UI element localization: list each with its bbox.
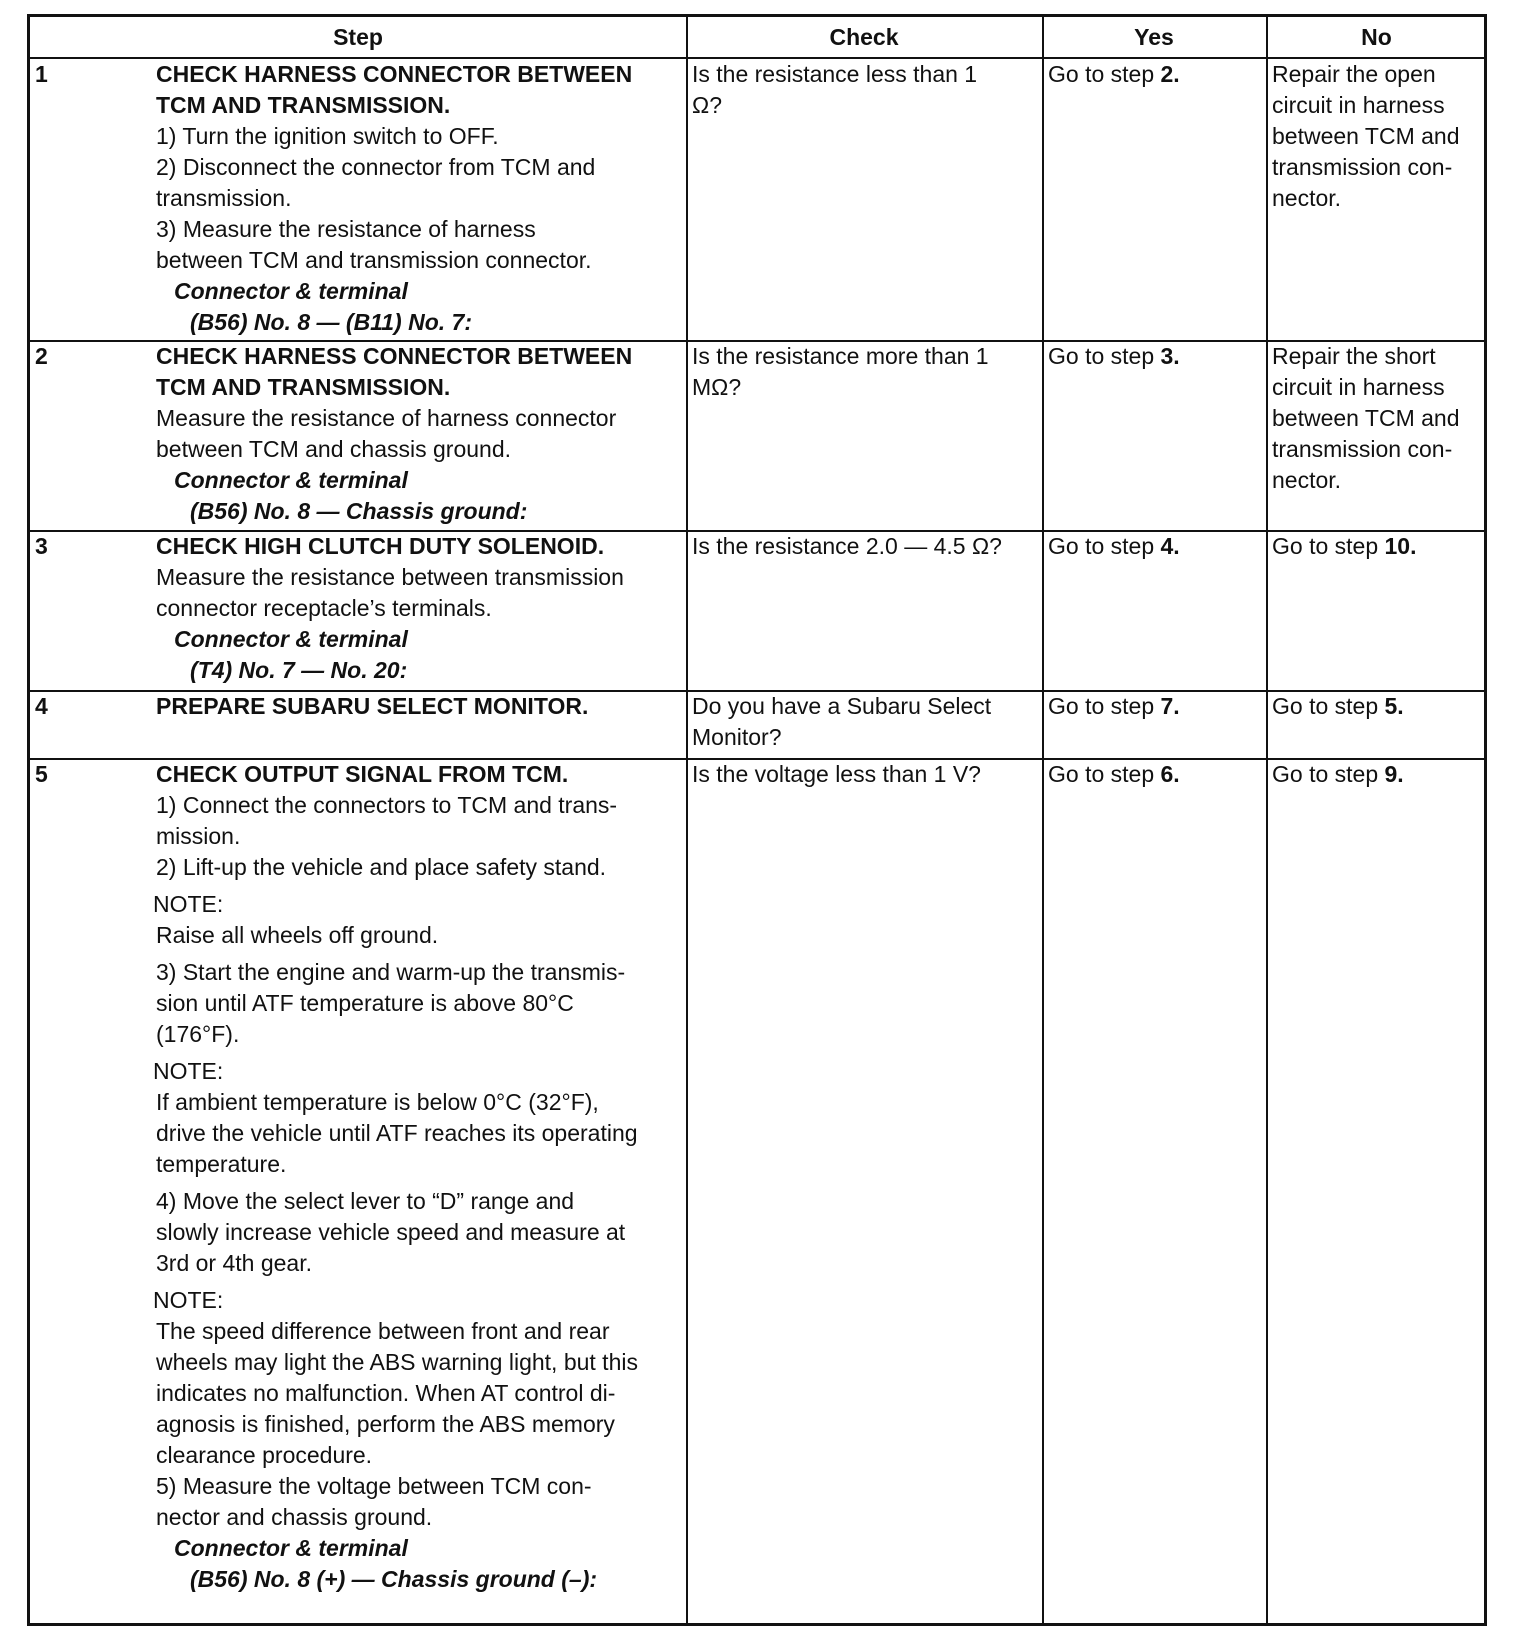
yes-action: [1048, 341, 1180, 372]
note-text: temperature.: [156, 1151, 287, 1177]
check-line: Ω?: [692, 92, 722, 118]
connector-terminal-value: (T4) No. 7 — No. 20:: [190, 657, 408, 683]
yes-step: 7.: [1160, 693, 1180, 719]
column-divider: [686, 17, 688, 1623]
instruction: slowly increase vehicle speed and measure at: [156, 1219, 626, 1245]
step-content: [156, 59, 681, 338]
no-action: [1272, 341, 1484, 496]
step-content: [156, 531, 681, 686]
instruction: 1) Connect the connectors to TCM and trans-: [156, 792, 618, 818]
note-text: Raise all wheels off ground.: [156, 922, 439, 948]
step-number: 3: [35, 533, 48, 559]
no-line: nector.: [1272, 467, 1342, 493]
step-content: [153, 759, 681, 1595]
no-action: [1272, 691, 1404, 722]
header-step: Step: [333, 24, 383, 50]
yes-prefix: Go to step: [1048, 61, 1161, 87]
connector-terminal-label: Connector & terminal: [174, 278, 408, 304]
instruction: 1) Turn the ignition switch to OFF.: [156, 123, 499, 149]
instruction: 3rd or 4th gear.: [156, 1250, 312, 1276]
no-step: 5.: [1384, 693, 1404, 719]
step-number: 1: [35, 61, 48, 87]
no-line: transmission con-: [1272, 154, 1453, 180]
no-line: Repair the short: [1272, 343, 1436, 369]
no-prefix: Go to step: [1272, 533, 1385, 559]
step-number: 2: [35, 343, 48, 369]
no-action: [1272, 59, 1484, 214]
yes-step: 2.: [1160, 61, 1180, 87]
yes-step: 4.: [1160, 533, 1180, 559]
connector-terminal-label: Connector & terminal: [174, 626, 408, 652]
step-title: CHECK HARNESS CONNECTOR BETWEEN: [156, 61, 633, 87]
note-label: NOTE:: [153, 891, 224, 917]
note-text: wheels may light the ABS warning light, but this: [156, 1349, 638, 1375]
yes-action: [1048, 531, 1180, 562]
no-action: [1272, 759, 1404, 790]
note-text: indicates no malfunction. When AT control di-: [156, 1380, 616, 1406]
check-text: [692, 691, 1037, 753]
check-text: [692, 341, 1037, 403]
no-line: circuit in harness: [1272, 374, 1445, 400]
instruction: Measure the resistance of harness connector: [156, 405, 617, 431]
connector-terminal-value: (B56) No. 8 (+) — Chassis ground (–):: [190, 1566, 598, 1592]
note-text: clearance procedure.: [156, 1442, 373, 1468]
connector-terminal-label: Connector & terminal: [174, 467, 408, 493]
no-action: [1272, 531, 1417, 562]
step-content: [156, 341, 681, 527]
yes-prefix: Go to step: [1048, 343, 1161, 369]
instruction: 3) Start the engine and warm-up the transmis-: [156, 959, 626, 985]
no-step: 9.: [1384, 761, 1404, 787]
no-prefix: Go to step: [1272, 693, 1385, 719]
instruction: 2) Disconnect the connector from TCM and: [156, 154, 596, 180]
header-check: Check: [829, 24, 899, 50]
instruction: mission.: [156, 823, 241, 849]
step-title: CHECK HIGH CLUTCH DUTY SOLENOID.: [156, 533, 605, 559]
note-text: agnosis is finished, perform the ABS memory: [156, 1411, 615, 1437]
no-line: between TCM and: [1272, 123, 1460, 149]
yes-action: [1048, 691, 1180, 722]
step-number: 5: [35, 761, 48, 787]
check-line: Is the resistance more than 1: [692, 343, 989, 369]
yes-prefix: Go to step: [1048, 761, 1161, 787]
no-step: 10.: [1384, 533, 1417, 559]
check-text: [692, 759, 1037, 790]
check-line: Is the voltage less than 1 V?: [692, 761, 981, 787]
yes-step: 3.: [1160, 343, 1180, 369]
instruction: Measure the resistance between transmission: [156, 564, 624, 590]
instruction: (176°F).: [156, 1021, 240, 1047]
check-line: MΩ?: [692, 374, 742, 400]
note-text: If ambient temperature is below 0°C (32°F),: [156, 1089, 599, 1115]
yes-action: [1048, 759, 1180, 790]
no-line: nector.: [1272, 185, 1342, 211]
connector-terminal-value: (B56) No. 8 — (B11) No. 7:: [190, 309, 472, 335]
header-yes: Yes: [1134, 24, 1174, 50]
no-line: between TCM and: [1272, 405, 1460, 431]
no-line: Repair the open: [1272, 61, 1436, 87]
step-title: TCM AND TRANSMISSION.: [156, 374, 451, 400]
connector-terminal-value: (B56) No. 8 — Chassis ground:: [190, 498, 528, 524]
instruction: nector and chassis ground.: [156, 1504, 433, 1530]
check-text: [692, 59, 1037, 121]
step-number: 4: [35, 693, 48, 719]
instruction: 2) Lift-up the vehicle and place safety stand.: [156, 854, 607, 880]
step-content: [156, 691, 681, 722]
note-label: NOTE:: [153, 1058, 224, 1084]
column-divider: [1266, 17, 1268, 1623]
instruction: between TCM and chassis ground.: [156, 436, 511, 462]
step-title: CHECK HARNESS CONNECTOR BETWEEN: [156, 343, 633, 369]
no-line: transmission con-: [1272, 436, 1453, 462]
yes-action: [1048, 59, 1180, 90]
step-title: TCM AND TRANSMISSION.: [156, 92, 451, 118]
instruction: 4) Move the select lever to “D” range and: [156, 1188, 575, 1214]
step-title: PREPARE SUBARU SELECT MONITOR.: [156, 693, 589, 719]
column-divider: [1042, 17, 1044, 1623]
note-text: drive the vehicle until ATF reaches its operating: [156, 1120, 638, 1146]
instruction: 5) Measure the voltage between TCM con-: [156, 1473, 592, 1499]
header-no: No: [1361, 24, 1392, 50]
yes-step: 6.: [1160, 761, 1180, 787]
instruction: between TCM and transmission connector.: [156, 247, 592, 273]
step-title: CHECK OUTPUT SIGNAL FROM TCM.: [156, 761, 569, 787]
note-label: NOTE:: [153, 1287, 224, 1313]
instruction: 3) Measure the resistance of harness: [156, 216, 536, 242]
check-line: Monitor?: [692, 724, 782, 750]
check-line: Do you have a Subaru Select: [692, 693, 992, 719]
instruction: sion until ATF temperature is above 80°C: [156, 990, 574, 1016]
yes-prefix: Go to step: [1048, 533, 1161, 559]
check-line: Is the resistance 2.0 — 4.5 Ω?: [692, 533, 1002, 559]
diagnostic-table: [27, 14, 1487, 1626]
no-prefix: Go to step: [1272, 761, 1385, 787]
yes-prefix: Go to step: [1048, 693, 1161, 719]
instruction: connector receptacle’s terminals.: [156, 595, 492, 621]
connector-terminal-label: Connector & terminal: [174, 1535, 408, 1561]
instruction: transmission.: [156, 185, 292, 211]
check-text: [692, 531, 1037, 562]
note-text: The speed difference between front and rear: [156, 1318, 610, 1344]
check-line: Is the resistance less than 1: [692, 61, 978, 87]
no-line: circuit in harness: [1272, 92, 1445, 118]
